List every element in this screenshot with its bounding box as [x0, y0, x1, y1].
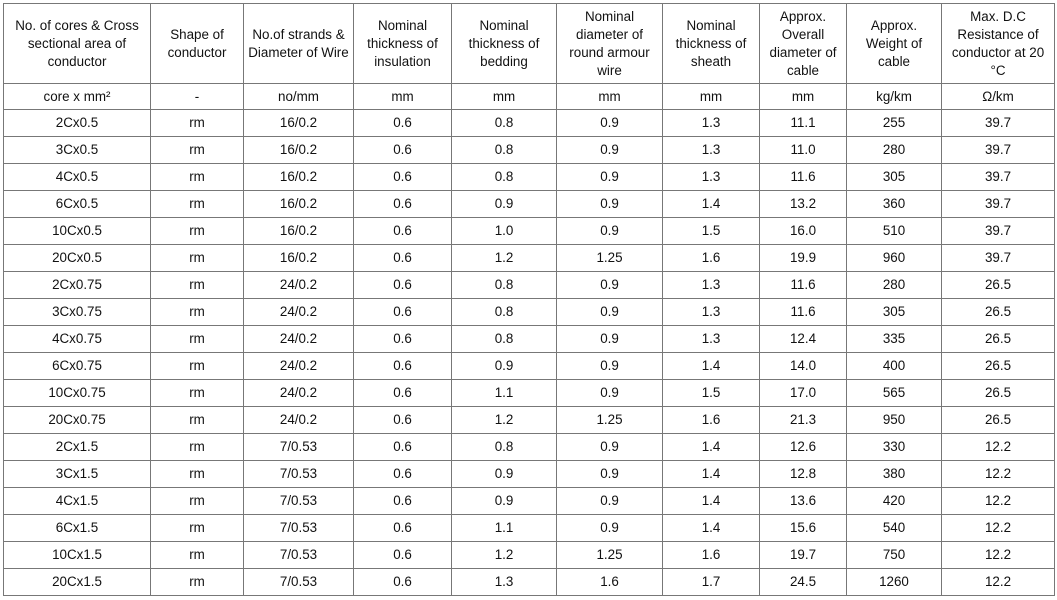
column-header: Nominal thickness of insulation	[354, 4, 452, 84]
unit-cell: no/mm	[244, 84, 354, 110]
table-cell: 11.6	[760, 272, 847, 299]
table-cell: 16/0.2	[244, 110, 354, 137]
table-cell: rm	[151, 569, 244, 596]
table-cell: 4Cx1.5	[4, 488, 151, 515]
table-cell: rm	[151, 353, 244, 380]
table-cell: 20Cx1.5	[4, 569, 151, 596]
table-cell: 7/0.53	[244, 542, 354, 569]
table-row	[4, 191, 1055, 218]
table-cell: rm	[151, 461, 244, 488]
table-cell: 0.9	[557, 110, 663, 137]
table-cell: 6Cx0.5	[4, 191, 151, 218]
table-cell: 20Cx0.5	[4, 245, 151, 272]
table-cell: 380	[847, 461, 942, 488]
table-cell: 0.9	[557, 299, 663, 326]
table-cell: 1.2	[452, 407, 557, 434]
table-cell: 39.7	[942, 164, 1055, 191]
table-cell: 0.6	[354, 353, 452, 380]
table-cell: 0.8	[452, 164, 557, 191]
table-cell: 0.6	[354, 245, 452, 272]
table-cell: 1.4	[663, 461, 760, 488]
table-cell: 26.5	[942, 272, 1055, 299]
table-cell: 0.8	[452, 272, 557, 299]
table-cell: 1.2	[452, 542, 557, 569]
table-cell: 0.9	[557, 461, 663, 488]
table-cell: 0.9	[557, 137, 663, 164]
table-cell: 0.8	[452, 299, 557, 326]
column-header: Approx. Weight of cable	[847, 4, 942, 84]
unit-cell: mm	[663, 84, 760, 110]
table-cell: rm	[151, 434, 244, 461]
table-cell: rm	[151, 380, 244, 407]
table-cell: 12.8	[760, 461, 847, 488]
table-cell: 0.9	[557, 326, 663, 353]
table-cell: 960	[847, 245, 942, 272]
table-cell: 12.2	[942, 542, 1055, 569]
table-cell: 1.4	[663, 515, 760, 542]
table-cell: rm	[151, 407, 244, 434]
table-cell: 1.3	[663, 326, 760, 353]
table-cell: 39.7	[942, 245, 1055, 272]
table-cell: 1.3	[663, 137, 760, 164]
table-cell: 330	[847, 434, 942, 461]
table-cell: 420	[847, 488, 942, 515]
table-cell: 16/0.2	[244, 245, 354, 272]
table-row	[4, 380, 1055, 407]
table-cell: 24/0.2	[244, 407, 354, 434]
table-cell: 7/0.53	[244, 434, 354, 461]
table-cell: rm	[151, 515, 244, 542]
header-row	[4, 4, 1055, 84]
table-cell: 0.9	[452, 191, 557, 218]
unit-cell: core x mm²	[4, 84, 151, 110]
table-cell: 24/0.2	[244, 299, 354, 326]
table-row	[4, 137, 1055, 164]
table-cell: 24/0.2	[244, 326, 354, 353]
table-cell: 0.9	[557, 191, 663, 218]
table-cell: 0.9	[557, 164, 663, 191]
table-cell: 26.5	[942, 380, 1055, 407]
table-cell: 13.2	[760, 191, 847, 218]
table-cell: 1.6	[557, 569, 663, 596]
table-row	[4, 110, 1055, 137]
column-header: Approx. Overall diameter of cable	[760, 4, 847, 84]
unit-cell: mm	[760, 84, 847, 110]
table-cell: 565	[847, 380, 942, 407]
table-cell: 510	[847, 218, 942, 245]
table-cell: 1.3	[663, 299, 760, 326]
table-cell: 1.5	[663, 218, 760, 245]
table-cell: rm	[151, 272, 244, 299]
column-header: Nominal diameter of round armour wire	[557, 4, 663, 84]
table-cell: 335	[847, 326, 942, 353]
table-cell: 39.7	[942, 137, 1055, 164]
column-header: Shape of conductor	[151, 4, 244, 84]
table-cell: 3Cx0.75	[4, 299, 151, 326]
table-cell: 0.6	[354, 380, 452, 407]
table-cell: 0.6	[354, 407, 452, 434]
table-cell: 0.6	[354, 515, 452, 542]
table-cell: 12.2	[942, 488, 1055, 515]
table-cell: 6Cx0.75	[4, 353, 151, 380]
table-cell: 12.2	[942, 461, 1055, 488]
table-body	[4, 110, 1055, 596]
table-cell: 750	[847, 542, 942, 569]
table-cell: 0.6	[354, 461, 452, 488]
table-cell: 540	[847, 515, 942, 542]
table-cell: 1.6	[663, 407, 760, 434]
table-cell: 24.5	[760, 569, 847, 596]
table-cell: 2Cx0.5	[4, 110, 151, 137]
table-row	[4, 542, 1055, 569]
table-cell: 280	[847, 272, 942, 299]
table-cell: 1.7	[663, 569, 760, 596]
table-row	[4, 326, 1055, 353]
table-row	[4, 245, 1055, 272]
table-row	[4, 218, 1055, 245]
table-cell: 0.6	[354, 488, 452, 515]
unit-cell: mm	[557, 84, 663, 110]
table-row	[4, 299, 1055, 326]
table-cell: 1.3	[663, 110, 760, 137]
table-cell: 0.6	[354, 164, 452, 191]
table-cell: 1.1	[452, 515, 557, 542]
table-cell: 1.3	[452, 569, 557, 596]
table-cell: 1.6	[663, 245, 760, 272]
table-cell: 0.6	[354, 191, 452, 218]
table-cell: rm	[151, 326, 244, 353]
unit-cell: mm	[452, 84, 557, 110]
table-cell: 10Cx0.75	[4, 380, 151, 407]
table-cell: 1260	[847, 569, 942, 596]
table-row	[4, 515, 1055, 542]
table-cell: 7/0.53	[244, 569, 354, 596]
table-cell: rm	[151, 164, 244, 191]
table-cell: 3Cx1.5	[4, 461, 151, 488]
table-cell: 11.1	[760, 110, 847, 137]
table-cell: 255	[847, 110, 942, 137]
unit-cell: mm	[354, 84, 452, 110]
table-cell: 4Cx0.75	[4, 326, 151, 353]
table-cell: 950	[847, 407, 942, 434]
table-cell: 26.5	[942, 353, 1055, 380]
table-cell: rm	[151, 110, 244, 137]
table-cell: 0.9	[557, 272, 663, 299]
table-cell: 0.9	[557, 218, 663, 245]
table-cell: 12.6	[760, 434, 847, 461]
table-cell: 1.25	[557, 542, 663, 569]
table-row	[4, 353, 1055, 380]
table-cell: 1.2	[452, 245, 557, 272]
table-cell: 7/0.53	[244, 515, 354, 542]
table-cell: 1.1	[452, 380, 557, 407]
table-cell: 26.5	[942, 326, 1055, 353]
table-cell: 1.5	[663, 380, 760, 407]
table-cell: rm	[151, 299, 244, 326]
table-cell: 0.6	[354, 272, 452, 299]
table-row	[4, 272, 1055, 299]
table-cell: 11.0	[760, 137, 847, 164]
table-cell: 10Cx0.5	[4, 218, 151, 245]
table-cell: 4Cx0.5	[4, 164, 151, 191]
table-cell: 39.7	[942, 110, 1055, 137]
table-cell: 0.6	[354, 569, 452, 596]
table-cell: 12.2	[942, 434, 1055, 461]
table-cell: 1.3	[663, 164, 760, 191]
table-cell: 0.9	[557, 434, 663, 461]
table-cell: 12.2	[942, 515, 1055, 542]
table-row	[4, 569, 1055, 596]
table-cell: 17.0	[760, 380, 847, 407]
table-cell: 0.6	[354, 326, 452, 353]
table-cell: 0.9	[557, 488, 663, 515]
units-row	[4, 84, 1055, 110]
table-cell: 1.4	[663, 434, 760, 461]
column-header: Max. D.C Resistance of conductor at 20 °C	[942, 4, 1055, 84]
table-row	[4, 461, 1055, 488]
table-cell: 20Cx0.75	[4, 407, 151, 434]
table-cell: 0.9	[452, 353, 557, 380]
table-cell: 1.3	[663, 272, 760, 299]
table-cell: 0.8	[452, 326, 557, 353]
table-cell: 7/0.53	[244, 488, 354, 515]
table-cell: 305	[847, 164, 942, 191]
table-cell: rm	[151, 218, 244, 245]
table-cell: 0.6	[354, 137, 452, 164]
table-cell: 39.7	[942, 218, 1055, 245]
cable-spec-table	[3, 3, 1055, 596]
table-cell: 7/0.53	[244, 461, 354, 488]
unit-cell: -	[151, 84, 244, 110]
column-header: No.of strands & Diameter of Wire	[244, 4, 354, 84]
table-cell: 0.9	[557, 515, 663, 542]
table-row	[4, 488, 1055, 515]
table-cell: 24/0.2	[244, 353, 354, 380]
table-cell: 19.9	[760, 245, 847, 272]
table-cell: 16.0	[760, 218, 847, 245]
table-cell: rm	[151, 488, 244, 515]
table-row	[4, 164, 1055, 191]
table-cell: 12.2	[942, 569, 1055, 596]
table-cell: 1.4	[663, 191, 760, 218]
table-row	[4, 434, 1055, 461]
table-cell: 19.7	[760, 542, 847, 569]
column-header: Nominal thickness of sheath	[663, 4, 760, 84]
table-cell: 2Cx0.75	[4, 272, 151, 299]
table-cell: 0.8	[452, 434, 557, 461]
table-cell: 2Cx1.5	[4, 434, 151, 461]
table-cell: 3Cx0.5	[4, 137, 151, 164]
table-cell: 400	[847, 353, 942, 380]
table-cell: 26.5	[942, 407, 1055, 434]
table-cell: 1.6	[663, 542, 760, 569]
table-cell: 15.6	[760, 515, 847, 542]
table-cell: 1.25	[557, 407, 663, 434]
table-cell: 0.9	[557, 380, 663, 407]
table-cell: rm	[151, 191, 244, 218]
table-cell: 16/0.2	[244, 218, 354, 245]
table-cell: rm	[151, 542, 244, 569]
table-cell: 11.6	[760, 164, 847, 191]
table-cell: 16/0.2	[244, 164, 354, 191]
table-cell: 16/0.2	[244, 137, 354, 164]
table-cell: 11.6	[760, 299, 847, 326]
table-cell: 1.0	[452, 218, 557, 245]
table-cell: 0.9	[557, 353, 663, 380]
table-cell: rm	[151, 245, 244, 272]
table-cell: 0.6	[354, 299, 452, 326]
table-cell: 24/0.2	[244, 272, 354, 299]
table-cell: 0.6	[354, 218, 452, 245]
table-cell: 360	[847, 191, 942, 218]
table-cell: 1.4	[663, 353, 760, 380]
table-cell: 0.8	[452, 137, 557, 164]
table-cell: 39.7	[942, 191, 1055, 218]
table-cell: rm	[151, 137, 244, 164]
table-cell: 6Cx1.5	[4, 515, 151, 542]
column-header: No. of cores & Cross sectional area of conductor	[4, 4, 151, 84]
table-cell: 0.9	[452, 461, 557, 488]
table-cell: 0.6	[354, 434, 452, 461]
table-cell: 21.3	[760, 407, 847, 434]
table-cell: 0.6	[354, 110, 452, 137]
table-cell: 16/0.2	[244, 191, 354, 218]
table-cell: 10Cx1.5	[4, 542, 151, 569]
table-cell: 305	[847, 299, 942, 326]
table-cell: 1.25	[557, 245, 663, 272]
table-cell: 24/0.2	[244, 380, 354, 407]
table-cell: 14.0	[760, 353, 847, 380]
table-cell: 280	[847, 137, 942, 164]
unit-cell: Ω/km	[942, 84, 1055, 110]
table-cell: 13.6	[760, 488, 847, 515]
table-cell: 12.4	[760, 326, 847, 353]
table-cell: 0.8	[452, 110, 557, 137]
table-row	[4, 407, 1055, 434]
table-cell: 0.6	[354, 542, 452, 569]
table-cell: 1.4	[663, 488, 760, 515]
column-header: Nominal thickness of bedding	[452, 4, 557, 84]
table-cell: 26.5	[942, 299, 1055, 326]
table-cell: 0.9	[452, 488, 557, 515]
unit-cell: kg/km	[847, 84, 942, 110]
